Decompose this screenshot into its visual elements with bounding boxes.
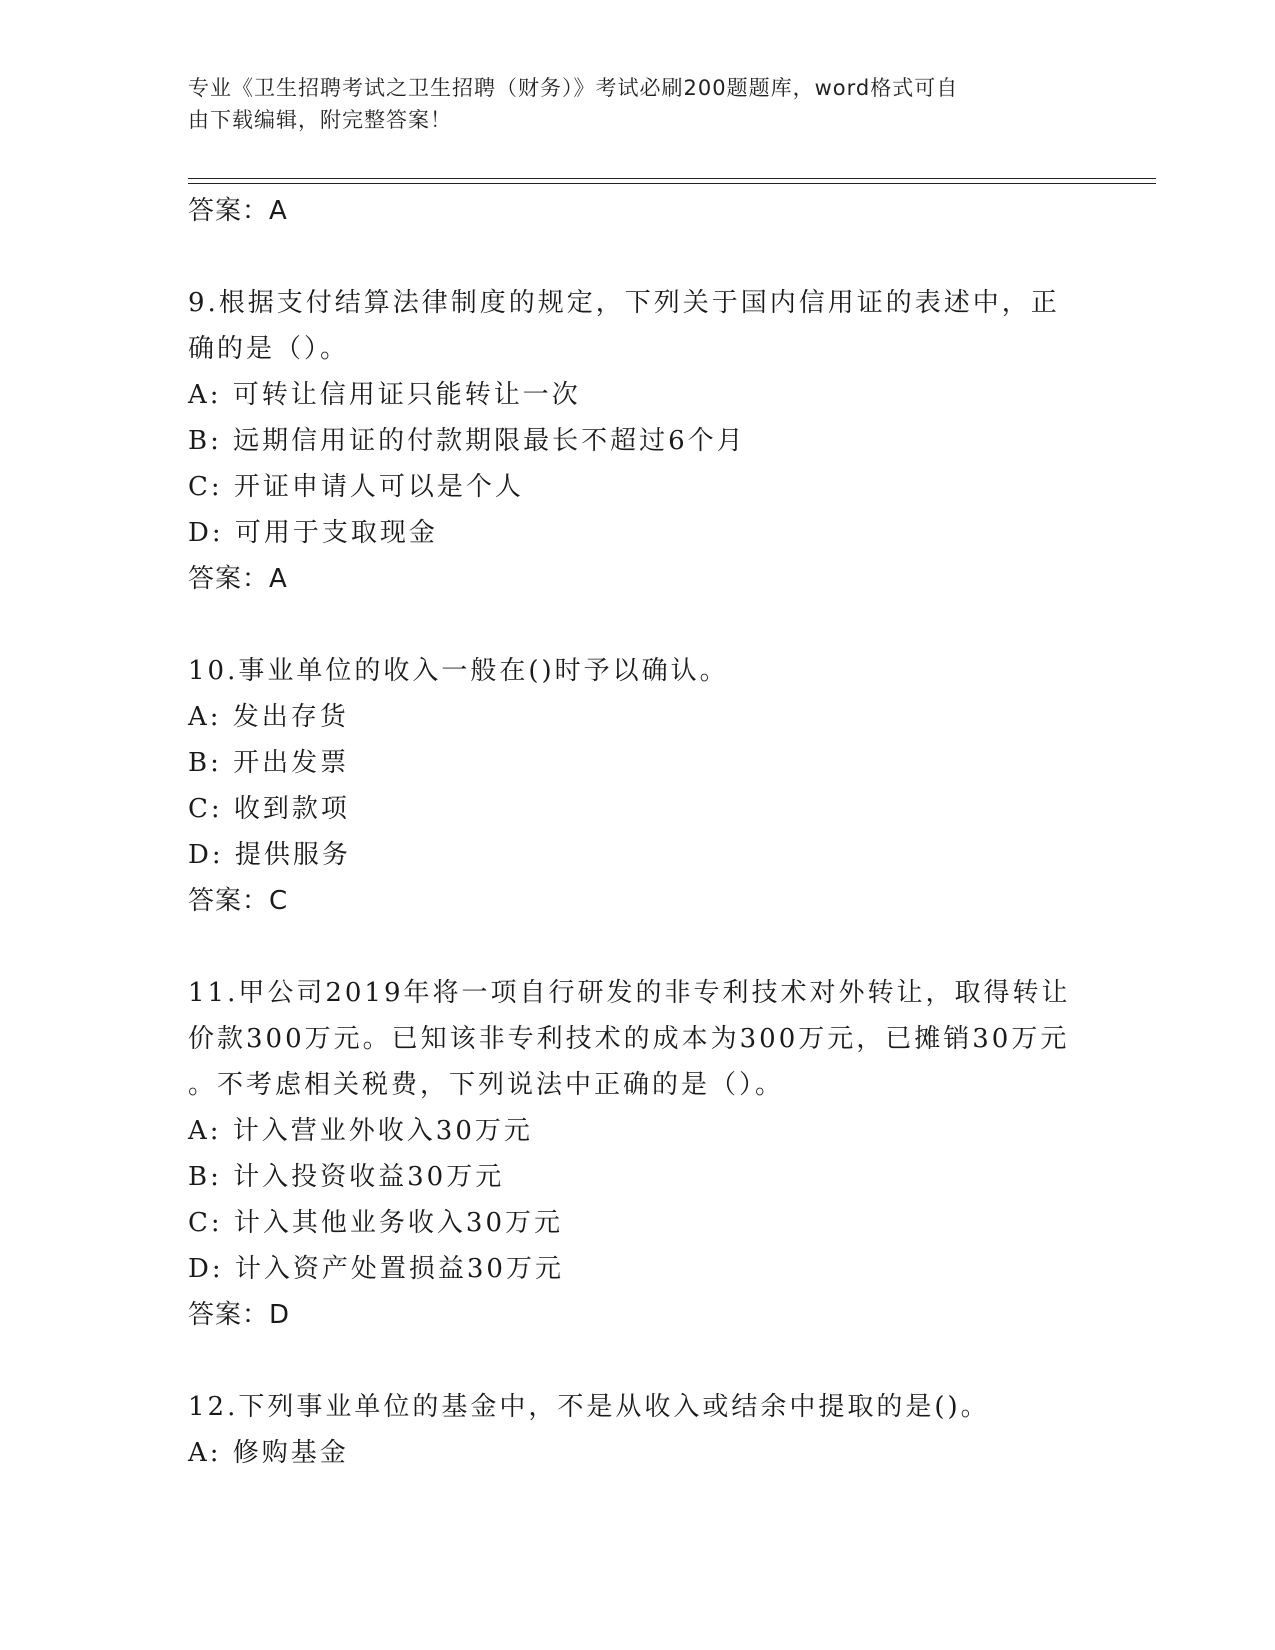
spacer xyxy=(188,602,1088,648)
answer-line: 答案：C xyxy=(188,886,289,916)
question-stem: 。不考虑相关税费，下列说法中正确的是（）。 xyxy=(188,1070,785,1100)
option-a: A: 计入营业外收入30万元 xyxy=(188,1116,533,1146)
header-divider-top xyxy=(188,178,1156,179)
question-block xyxy=(188,280,1088,602)
header-line-2: 由下载编辑，附完整答案！ xyxy=(188,108,452,132)
option-c: C: 收到款项 xyxy=(188,794,350,824)
answer-line: 答案：D xyxy=(188,1300,291,1330)
question-stem: 12.下列事业单位的基金中，不是从收入或结余中提取的是()。 xyxy=(188,1392,990,1422)
header-divider-bottom xyxy=(188,183,1156,184)
spacer xyxy=(188,234,1088,280)
document-header xyxy=(188,72,1068,136)
question-stem: 确的是（）。 xyxy=(188,334,350,364)
document-body xyxy=(188,188,1088,1476)
option-c: C: 开证申请人可以是个人 xyxy=(188,472,524,502)
answer-line: 答案：A xyxy=(188,564,288,594)
option-b: B: 远期信用证的付款期限最长不超过6个月 xyxy=(188,426,746,456)
option-a: A: 发出存货 xyxy=(188,702,349,732)
question-stem: 价款300万元。已知该非专利技术的成本为300万元，已摊销30万元 xyxy=(188,1024,1070,1054)
option-c: C: 计入其他业务收入30万元 xyxy=(188,1208,564,1238)
question-stem: 10.事业单位的收入一般在()时予以确认。 xyxy=(188,656,729,686)
option-b: B: 计入投资收益30万元 xyxy=(188,1162,505,1192)
option-d: D: 可用于支取现金 xyxy=(188,518,438,548)
option-d: D: 计入资产处置损益30万元 xyxy=(188,1254,564,1284)
spacer xyxy=(188,1338,1088,1384)
answer-line: 答案：A xyxy=(188,196,288,226)
question-block xyxy=(188,970,1088,1338)
option-b: B: 开出发票 xyxy=(188,748,350,778)
option-d: D: 提供服务 xyxy=(188,840,351,870)
question-block xyxy=(188,1384,1088,1476)
question-block xyxy=(188,648,1088,924)
question-stem: 11.甲公司2019年将一项自行研发的非专利技术对外转让，取得转让 xyxy=(188,978,1071,1008)
option-a: A: 可转让信用证只能转让一次 xyxy=(188,380,581,410)
question-stem: 9.根据支付结算法律制度的规定，下列关于国内信用证的表述中，正 xyxy=(188,288,1060,318)
option-a: A: 修购基金 xyxy=(188,1438,349,1468)
spacer xyxy=(188,924,1088,970)
header-line-1: 专业《卫生招聘考试之卫生招聘（财务）》考试必刷200题题库，word格式可自 xyxy=(188,76,959,100)
